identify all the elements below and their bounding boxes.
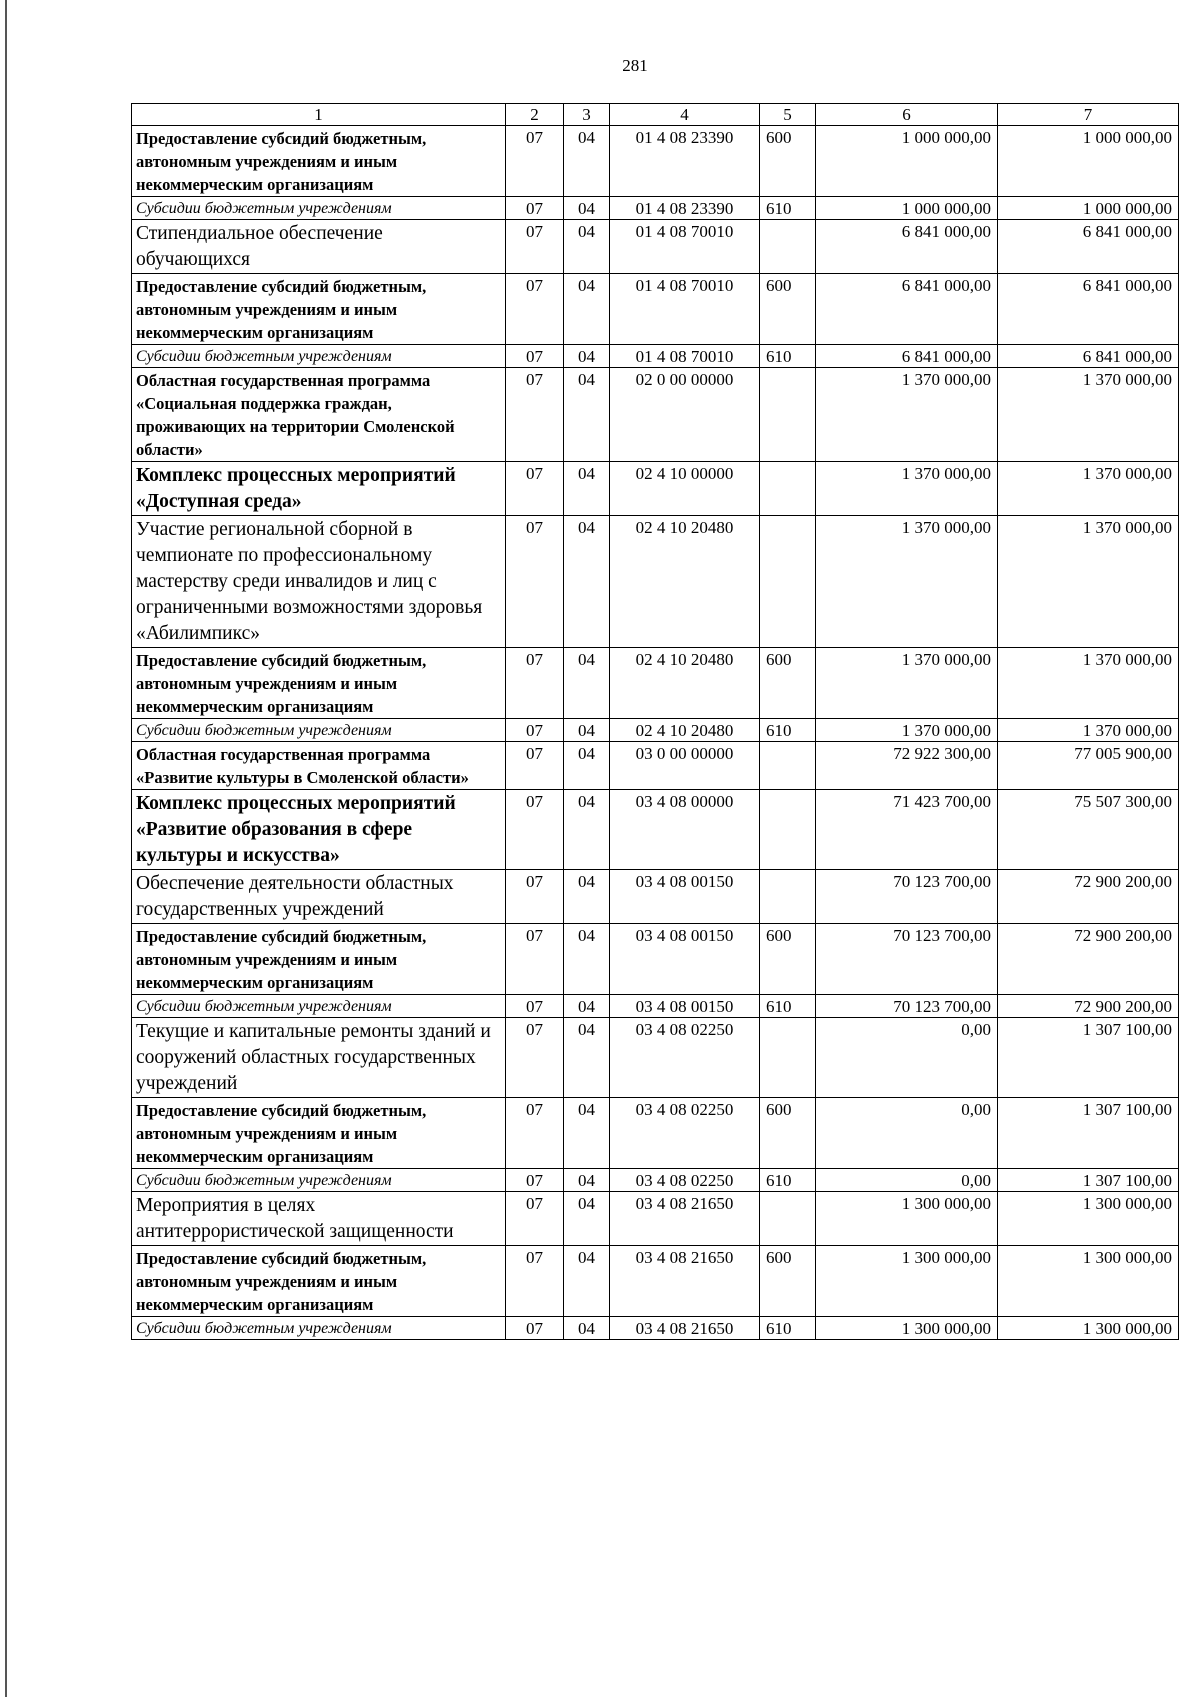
row-expense-type: [760, 1018, 816, 1098]
row-amount-year-2: 1 300 000,00: [998, 1317, 1179, 1340]
row-target-code: 03 4 08 21650: [610, 1246, 760, 1317]
row-amount-year-2: 1 000 000,00: [998, 197, 1179, 220]
table-row: [132, 220, 1179, 274]
row-subsection: 04: [564, 870, 610, 924]
row-name: Предоставление субсидий бюджетным, автономным учреждениям и иным некоммерческим организациям: [132, 1246, 506, 1317]
row-subsection: 04: [564, 197, 610, 220]
table-header: [132, 104, 1179, 126]
table-row: [132, 742, 1179, 790]
row-section: 07: [506, 368, 564, 462]
row-amount-year-1: 1 370 000,00: [816, 368, 998, 462]
row-target-code: 03 4 08 00000: [610, 790, 760, 870]
row-target-code: 03 4 08 00150: [610, 995, 760, 1018]
row-subsection: 04: [564, 648, 610, 719]
row-subsection: 04: [564, 924, 610, 995]
row-amount-year-2: 72 900 200,00: [998, 995, 1179, 1018]
header-col-6: 6: [816, 104, 998, 126]
table-row: [132, 126, 1179, 197]
row-name: Предоставление субсидий бюджетным, автономным учреждениям и иным некоммерческим организациям: [132, 648, 506, 719]
table-row: [132, 368, 1179, 462]
row-amount-year-2: 1 370 000,00: [998, 368, 1179, 462]
row-subsection: 04: [564, 1317, 610, 1340]
row-expense-type: 600: [760, 648, 816, 719]
row-subsection: 04: [564, 995, 610, 1018]
row-section: 07: [506, 1246, 564, 1317]
row-expense-type: [760, 516, 816, 648]
row-subsection: 04: [564, 345, 610, 368]
row-amount-year-1: 1 000 000,00: [816, 197, 998, 220]
row-section: 07: [506, 1018, 564, 1098]
row-expense-type: 610: [760, 197, 816, 220]
row-subsection: 04: [564, 1098, 610, 1169]
row-name: Комплекс процессных мероприятий «Развитие образования в сфере культуры и искусства»: [132, 790, 506, 870]
row-expense-type: [760, 462, 816, 516]
table-row: [132, 719, 1179, 742]
row-target-code: 03 4 08 02250: [610, 1098, 760, 1169]
row-expense-type: 610: [760, 345, 816, 368]
row-target-code: 01 4 08 23390: [610, 126, 760, 197]
table-row: [132, 462, 1179, 516]
row-target-code: 03 4 08 02250: [610, 1169, 760, 1192]
row-amount-year-1: 0,00: [816, 1169, 998, 1192]
row-amount-year-2: 6 841 000,00: [998, 220, 1179, 274]
row-name: Субсидии бюджетным учреждениям: [132, 1169, 506, 1192]
row-amount-year-2: 1 300 000,00: [998, 1246, 1179, 1317]
row-target-code: 01 4 08 70010: [610, 220, 760, 274]
row-amount-year-1: 70 123 700,00: [816, 924, 998, 995]
row-amount-year-1: 1 300 000,00: [816, 1317, 998, 1340]
row-section: 07: [506, 516, 564, 648]
row-amount-year-1: 1 300 000,00: [816, 1246, 998, 1317]
row-amount-year-2: 1 370 000,00: [998, 516, 1179, 648]
row-name: Областная государственная программа «Развитие культуры в Смоленской области»: [132, 742, 506, 790]
header-col-1: 1: [132, 104, 506, 126]
row-target-code: 02 4 10 20480: [610, 719, 760, 742]
row-section: 07: [506, 995, 564, 1018]
row-name: Предоставление субсидий бюджетным, автономным учреждениям и иным некоммерческим организациям: [132, 1098, 506, 1169]
row-subsection: 04: [564, 516, 610, 648]
row-expense-type: 610: [760, 719, 816, 742]
row-amount-year-2: 1 370 000,00: [998, 719, 1179, 742]
row-name: Субсидии бюджетным учреждениям: [132, 719, 506, 742]
table-row: [132, 924, 1179, 995]
header-col-2: 2: [506, 104, 564, 126]
row-expense-type: 600: [760, 1098, 816, 1169]
table-row: [132, 1246, 1179, 1317]
row-amount-year-2: 6 841 000,00: [998, 345, 1179, 368]
table-row: [132, 1317, 1179, 1340]
row-target-code: 01 4 08 70010: [610, 345, 760, 368]
row-name: Предоставление субсидий бюджетным, автономным учреждениям и иным некоммерческим организациям: [132, 924, 506, 995]
table-row: [132, 197, 1179, 220]
row-name: Субсидии бюджетным учреждениям: [132, 1317, 506, 1340]
row-amount-year-1: 71 423 700,00: [816, 790, 998, 870]
row-name: Субсидии бюджетным учреждениям: [132, 345, 506, 368]
row-subsection: 04: [564, 126, 610, 197]
row-name: Обеспечение деятельности областных государственных учреждений: [132, 870, 506, 924]
row-name: Комплекс процессных мероприятий «Доступная среда»: [132, 462, 506, 516]
row-name: Мероприятия в целях антитеррористической защищенности: [132, 1192, 506, 1246]
row-section: 07: [506, 790, 564, 870]
row-amount-year-1: 1 000 000,00: [816, 126, 998, 197]
row-amount-year-1: 70 123 700,00: [816, 870, 998, 924]
row-expense-type: [760, 870, 816, 924]
row-section: 07: [506, 1098, 564, 1169]
row-expense-type: [760, 368, 816, 462]
row-amount-year-1: 72 922 300,00: [816, 742, 998, 790]
row-name: Субсидии бюджетным учреждениям: [132, 995, 506, 1018]
row-subsection: 04: [564, 274, 610, 345]
row-name: Предоставление субсидий бюджетным, автономным учреждениям и иным некоммерческим организациям: [132, 274, 506, 345]
row-target-code: 02 4 10 20480: [610, 648, 760, 719]
row-expense-type: [760, 1192, 816, 1246]
table-row: [132, 345, 1179, 368]
row-target-code: 02 0 00 00000: [610, 368, 760, 462]
row-amount-year-1: 6 841 000,00: [816, 220, 998, 274]
row-amount-year-2: 1 370 000,00: [998, 648, 1179, 719]
row-subsection: 04: [564, 368, 610, 462]
table-row: [132, 790, 1179, 870]
row-target-code: 02 4 10 00000: [610, 462, 760, 516]
row-name: Предоставление субсидий бюджетным, автономным учреждениям и иным некоммерческим организациям: [132, 126, 506, 197]
row-section: 07: [506, 648, 564, 719]
header-col-3: 3: [564, 104, 610, 126]
row-amount-year-1: 0,00: [816, 1098, 998, 1169]
table-row: [132, 516, 1179, 648]
row-amount-year-1: 6 841 000,00: [816, 345, 998, 368]
row-section: 07: [506, 220, 564, 274]
row-section: 07: [506, 742, 564, 790]
page-number: 281: [622, 56, 648, 75]
row-name: Областная государственная программа «Социальная поддержка граждан, проживающих на территории Смоленской области»: [132, 368, 506, 462]
row-section: 07: [506, 126, 564, 197]
row-target-code: 02 4 10 20480: [610, 516, 760, 648]
row-amount-year-2: 72 900 200,00: [998, 924, 1179, 995]
row-name: Субсидии бюджетным учреждениям: [132, 197, 506, 220]
table-row: [132, 870, 1179, 924]
row-expense-type: 610: [760, 1317, 816, 1340]
row-target-code: 03 4 08 21650: [610, 1317, 760, 1340]
header-col-4: 4: [610, 104, 760, 126]
row-amount-year-2: 1 000 000,00: [998, 126, 1179, 197]
row-expense-type: [760, 790, 816, 870]
row-subsection: 04: [564, 790, 610, 870]
row-amount-year-2: 1 300 000,00: [998, 1192, 1179, 1246]
row-section: 07: [506, 719, 564, 742]
table-row: [132, 274, 1179, 345]
row-subsection: 04: [564, 462, 610, 516]
table-body: [132, 126, 1179, 1340]
row-amount-year-2: 75 507 300,00: [998, 790, 1179, 870]
row-amount-year-2: 1 307 100,00: [998, 1018, 1179, 1098]
table-row: [132, 1018, 1179, 1098]
header-row: [132, 104, 1179, 126]
row-amount-year-2: 1 307 100,00: [998, 1098, 1179, 1169]
row-amount-year-1: 1 300 000,00: [816, 1192, 998, 1246]
table-row: [132, 1098, 1179, 1169]
row-target-code: 03 4 08 02250: [610, 1018, 760, 1098]
table-row: [132, 648, 1179, 719]
row-subsection: 04: [564, 220, 610, 274]
row-expense-type: 600: [760, 1246, 816, 1317]
row-amount-year-2: 1 370 000,00: [998, 462, 1179, 516]
header-col-5: 5: [760, 104, 816, 126]
row-target-code: 01 4 08 23390: [610, 197, 760, 220]
row-amount-year-1: 1 370 000,00: [816, 719, 998, 742]
row-expense-type: 600: [760, 274, 816, 345]
row-subsection: 04: [564, 719, 610, 742]
row-amount-year-1: 70 123 700,00: [816, 995, 998, 1018]
row-amount-year-1: 0,00: [816, 1018, 998, 1098]
row-target-code: 03 4 08 21650: [610, 1192, 760, 1246]
row-subsection: 04: [564, 1246, 610, 1317]
table-row: [132, 1169, 1179, 1192]
row-amount-year-1: 1 370 000,00: [816, 462, 998, 516]
row-target-code: 01 4 08 70010: [610, 274, 760, 345]
row-section: 07: [506, 924, 564, 995]
row-expense-type: 600: [760, 126, 816, 197]
row-section: 07: [506, 1169, 564, 1192]
row-section: 07: [506, 1192, 564, 1246]
row-section: 07: [506, 1317, 564, 1340]
row-amount-year-2: 1 307 100,00: [998, 1169, 1179, 1192]
table-row: [132, 1192, 1179, 1246]
row-amount-year-1: 1 370 000,00: [816, 516, 998, 648]
row-amount-year-2: 77 005 900,00: [998, 742, 1179, 790]
row-subsection: 04: [564, 1192, 610, 1246]
row-expense-type: 600: [760, 924, 816, 995]
row-amount-year-1: 1 370 000,00: [816, 648, 998, 719]
budget-table: [131, 103, 1179, 1340]
row-name: Участие региональной сборной в чемпионате по профессиональному мастерству среди инвалидов и лиц с ограниченными возможностями здоровья «Абилимпикс»: [132, 516, 506, 648]
header-col-7: 7: [998, 104, 1179, 126]
row-section: 07: [506, 274, 564, 345]
row-name: Стипендиальное обеспечение обучающихся: [132, 220, 506, 274]
scan-edge-line: [5, 0, 7, 1697]
row-amount-year-2: 72 900 200,00: [998, 870, 1179, 924]
row-subsection: 04: [564, 742, 610, 790]
row-expense-type: 610: [760, 1169, 816, 1192]
row-section: 07: [506, 345, 564, 368]
row-target-code: 03 4 08 00150: [610, 924, 760, 995]
row-expense-type: 610: [760, 995, 816, 1018]
row-section: 07: [506, 197, 564, 220]
row-expense-type: [760, 742, 816, 790]
row-target-code: 03 0 00 00000: [610, 742, 760, 790]
row-subsection: 04: [564, 1018, 610, 1098]
row-name: Текущие и капитальные ремонты зданий и сооружений областных государственных учреждений: [132, 1018, 506, 1098]
row-section: 07: [506, 870, 564, 924]
row-subsection: 04: [564, 1169, 610, 1192]
row-expense-type: [760, 220, 816, 274]
row-amount-year-2: 6 841 000,00: [998, 274, 1179, 345]
row-target-code: 03 4 08 00150: [610, 870, 760, 924]
row-amount-year-1: 6 841 000,00: [816, 274, 998, 345]
table-row: [132, 995, 1179, 1018]
row-section: 07: [506, 462, 564, 516]
